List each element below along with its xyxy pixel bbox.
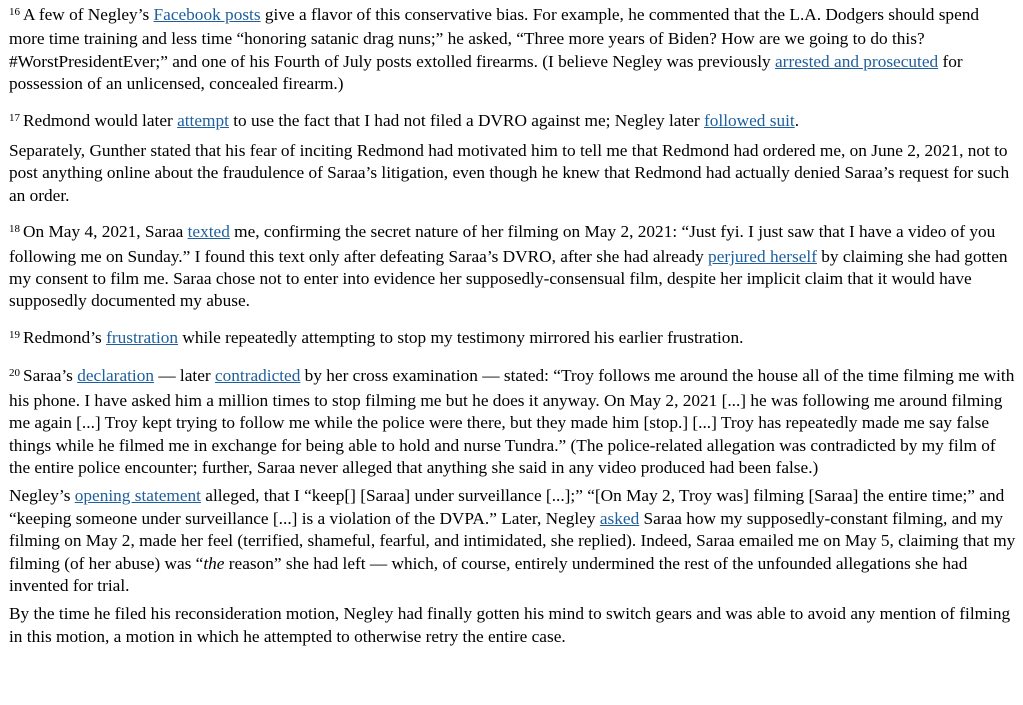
footnote-20-paragraph-2 [9,485,1017,597]
footnote-text: On May 4, 2021, Saraa [23,222,188,242]
followed-suit-link[interactable]: followed suit [704,110,795,130]
frustration-link[interactable]: frustration [106,327,179,347]
footnote-text: give a flavor of this conservative bias. For example, he commented that the L.A. Dodgers should spend more time training and less time “honoring satanic drag nuns;” he asked, “Three more years of Biden? How are we going to do this? #WorstPresidentEver;” and one of his Fourth of July posts extolled firearms. (I believe Negley was previously [9,5,980,71]
footnote-text: to use the fact that I had not filed a DVRO against me; Negley later [228,110,704,130]
footnote-17 [9,110,1017,134]
footnote-number: 20 [9,367,20,380]
footnote-20-paragraph-3: By the time he filed his reconsideration motion, Negley had finally gotten his mind to switch gears and was able to avoid any mention of filming in this motion, a motion in which he attempted to otherwise retry the entire case. [9,604,1011,646]
opening-statement-link[interactable]: opening statement [74,486,201,506]
footnote-number: 17 [9,111,20,124]
attempt-link[interactable]: attempt [177,110,229,130]
footnote-text: by her cross examination — stated: “Troy follows me around the house all of the time filming me with his phone. I have asked him a million times to stop filming me but he does it anyway. On May 2, 2021 [...] he was following me around filming me again [...] Troy kept trying to follow me while the police were there, but they made him [stop.] [...] Troy has repeatedly made me say false things while he filmed me in exchange for being able to hold and nurse Tundra.” (The police-related allegation was contradicted by my film of the entire police encounter; further, Saraa never alleged that anything she said in any video produced had been false.) [9,366,1015,477]
declaration-link[interactable]: declaration [77,366,154,386]
footnote-number: 19 [9,328,20,341]
arrested-and-prosecuted-link[interactable]: arrested and prosecuted [775,51,939,71]
footnote-text: Negley’s [9,486,75,506]
footnote-text: Saraa’s [23,366,78,386]
footnote-text: while repeatedly attempting to stop my testimony mirrored his earlier frustration. [178,327,744,347]
footnote-number: 18 [9,223,20,236]
footnote-text: reason” she had left — which, of course, entirely undermined the rest of the unfounded allegations she had invented for trial. [9,553,968,595]
footnote-20 [9,365,1017,479]
texted-link[interactable]: texted [187,222,230,242]
facebook-posts-link[interactable]: Facebook posts [153,5,261,24]
footnote-text: Saraa how my supposedly-constant filming, and my filming on May 2, made her feel (terrified, shameful, fearful, and intimidated, she replied). Indeed, Saraa emailed me on May 5, claiming that my filming (of her abuse) was “ [9,508,1016,573]
emphasis-the: the [203,553,225,573]
footnote-text: for possession of an unlicensed, concealed firearm.) [9,51,963,94]
footnote-19 [9,327,1017,351]
perjured-herself-link[interactable]: perjured herself [708,246,817,266]
footnote-text: me, confirming the secret nature of her filming on May 2, 2021: “Just fyi. I just saw that I have a video of you following me on Sunday.” I found this text only after defeating Saraa’s DVRO, after she had already [9,222,996,266]
asked-link[interactable]: asked [599,508,640,528]
footnote-text: Redmond would later [23,110,178,130]
footnote-text: . [794,110,800,130]
footnote-text: by claiming she had gotten my consent to film me. Saraa chose not to enter into evidence her supposedly-consensual film, despite her implicit claim that it would have supposedly documented my abuse. [9,246,1008,311]
footnote-text: — later [154,366,215,386]
footnote-text: Redmond’s [23,327,107,347]
footnote-text: alleged, that I “keep[] [Saraa] under surveillance [...];” “[On May 2, Troy was] filming [Saraa] the entire time;” and “keeping someone under surveillance [...] is a violation of the DVPA.” Later, Negley [9,486,1005,528]
footnote-text: A few of Negley’s [23,5,154,24]
footnote-16 [9,4,1017,96]
footnote-number: 16 [9,6,20,18]
contradicted-link[interactable]: contradicted [214,366,301,386]
footnote-18 [9,221,1017,313]
footnote-17-paragraph-2: Separately, Gunther stated that his fear of inciting Redmond had motivated him to tell me that Redmond had ordered me, on June 2, 2021, not to post anything online about the fraudulence of Saraa’s litigation, even though he knew that Redmond had actually denied Saraa’s request for such an order. [9,141,1010,205]
